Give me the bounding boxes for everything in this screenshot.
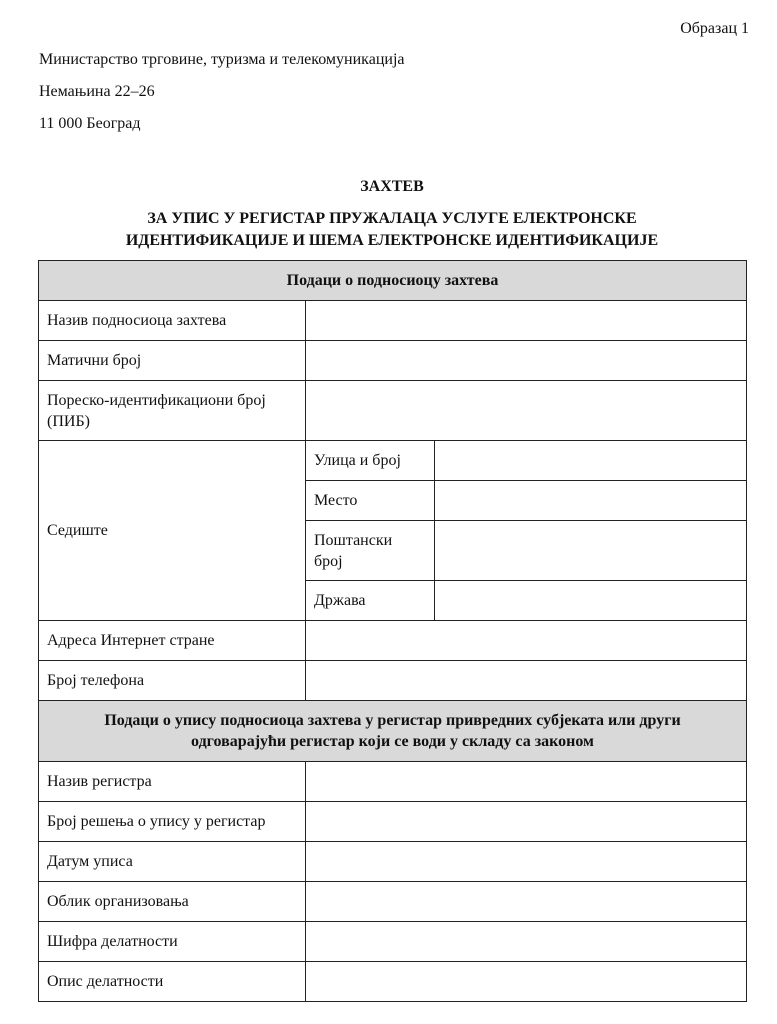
section2-header (39, 701, 747, 762)
form-number: Образац 1 (680, 20, 749, 37)
label-registration-number: Матични број (39, 341, 306, 381)
label-tax-id-line-2: (ПИБ) (47, 412, 90, 430)
label-phone: Број телефона (39, 661, 306, 701)
field-place[interactable] (435, 481, 747, 521)
label-applicant-name: Назив подносиоца захтева (39, 301, 306, 341)
field-decision-number[interactable] (306, 802, 747, 842)
subtitle-line-2: ИДЕНТИФИКАЦИЈЕ И ШЕМА ЕЛЕКТРОНСКЕ ИДЕНТИФИКАЦИЈЕ (125, 232, 659, 249)
field-activity-description[interactable] (306, 962, 747, 1002)
field-street[interactable] (435, 441, 747, 481)
applicant-data-table (38, 260, 747, 701)
label-tax-id-line-1: Пореско-идентификациони број (47, 391, 266, 409)
field-organization-form[interactable] (306, 882, 747, 922)
field-tax-id[interactable] (306, 381, 747, 441)
field-registry-name[interactable] (306, 762, 747, 802)
document-subtitle (39, 208, 745, 252)
address-street: Немањина 22–26 (39, 83, 155, 100)
subtitle-line-1: ЗА УПИС У РЕГИСТАР ПРУЖАЛАЦА УСЛУГЕ ЕЛЕКТРОНСКЕ (147, 210, 637, 227)
section1-header: Подаци о подносиоцу захтева (39, 261, 747, 301)
label-place: Место (306, 481, 435, 521)
label-seat: Седиште (39, 441, 306, 621)
address-ministry: Министарство трговине, туризма и телекомуникација (39, 51, 405, 68)
field-activity-code[interactable] (306, 922, 747, 962)
label-registry-name: Назив регистра (39, 762, 306, 802)
label-website: Адреса Интернет стране (39, 621, 306, 661)
label-postal-code (306, 521, 435, 581)
section2-header-line-1: Подаци о упису подносиоца захтева у регистар привредних субјеката или други (104, 712, 681, 729)
field-website[interactable] (306, 621, 747, 661)
field-phone[interactable] (306, 661, 747, 701)
field-country[interactable] (435, 581, 747, 621)
label-activity-code: Шифра делатности (39, 922, 306, 962)
label-tax-id (39, 381, 306, 441)
field-postal-code[interactable] (435, 521, 747, 581)
document-title: ЗАХТЕВ (360, 178, 424, 195)
label-street: Улица и број (306, 441, 435, 481)
address-city: 11 000 Београд (39, 115, 141, 132)
section2-header-line-2: одговарајући регистар који се води у складу са законом (191, 733, 594, 750)
field-applicant-name[interactable] (306, 301, 747, 341)
label-activity-description: Опис делатности (39, 962, 306, 1002)
field-entry-date[interactable] (306, 842, 747, 882)
label-country: Држава (306, 581, 435, 621)
label-postal-code-line-1: Поштански (314, 531, 393, 549)
label-decision-number: Број решења о упису у регистар (39, 802, 306, 842)
label-postal-code-line-2: број (314, 552, 343, 570)
field-registration-number[interactable] (306, 341, 747, 381)
label-entry-date: Датум уписа (39, 842, 306, 882)
registry-data-table (38, 700, 747, 1002)
label-organization-form: Облик организовања (39, 882, 306, 922)
